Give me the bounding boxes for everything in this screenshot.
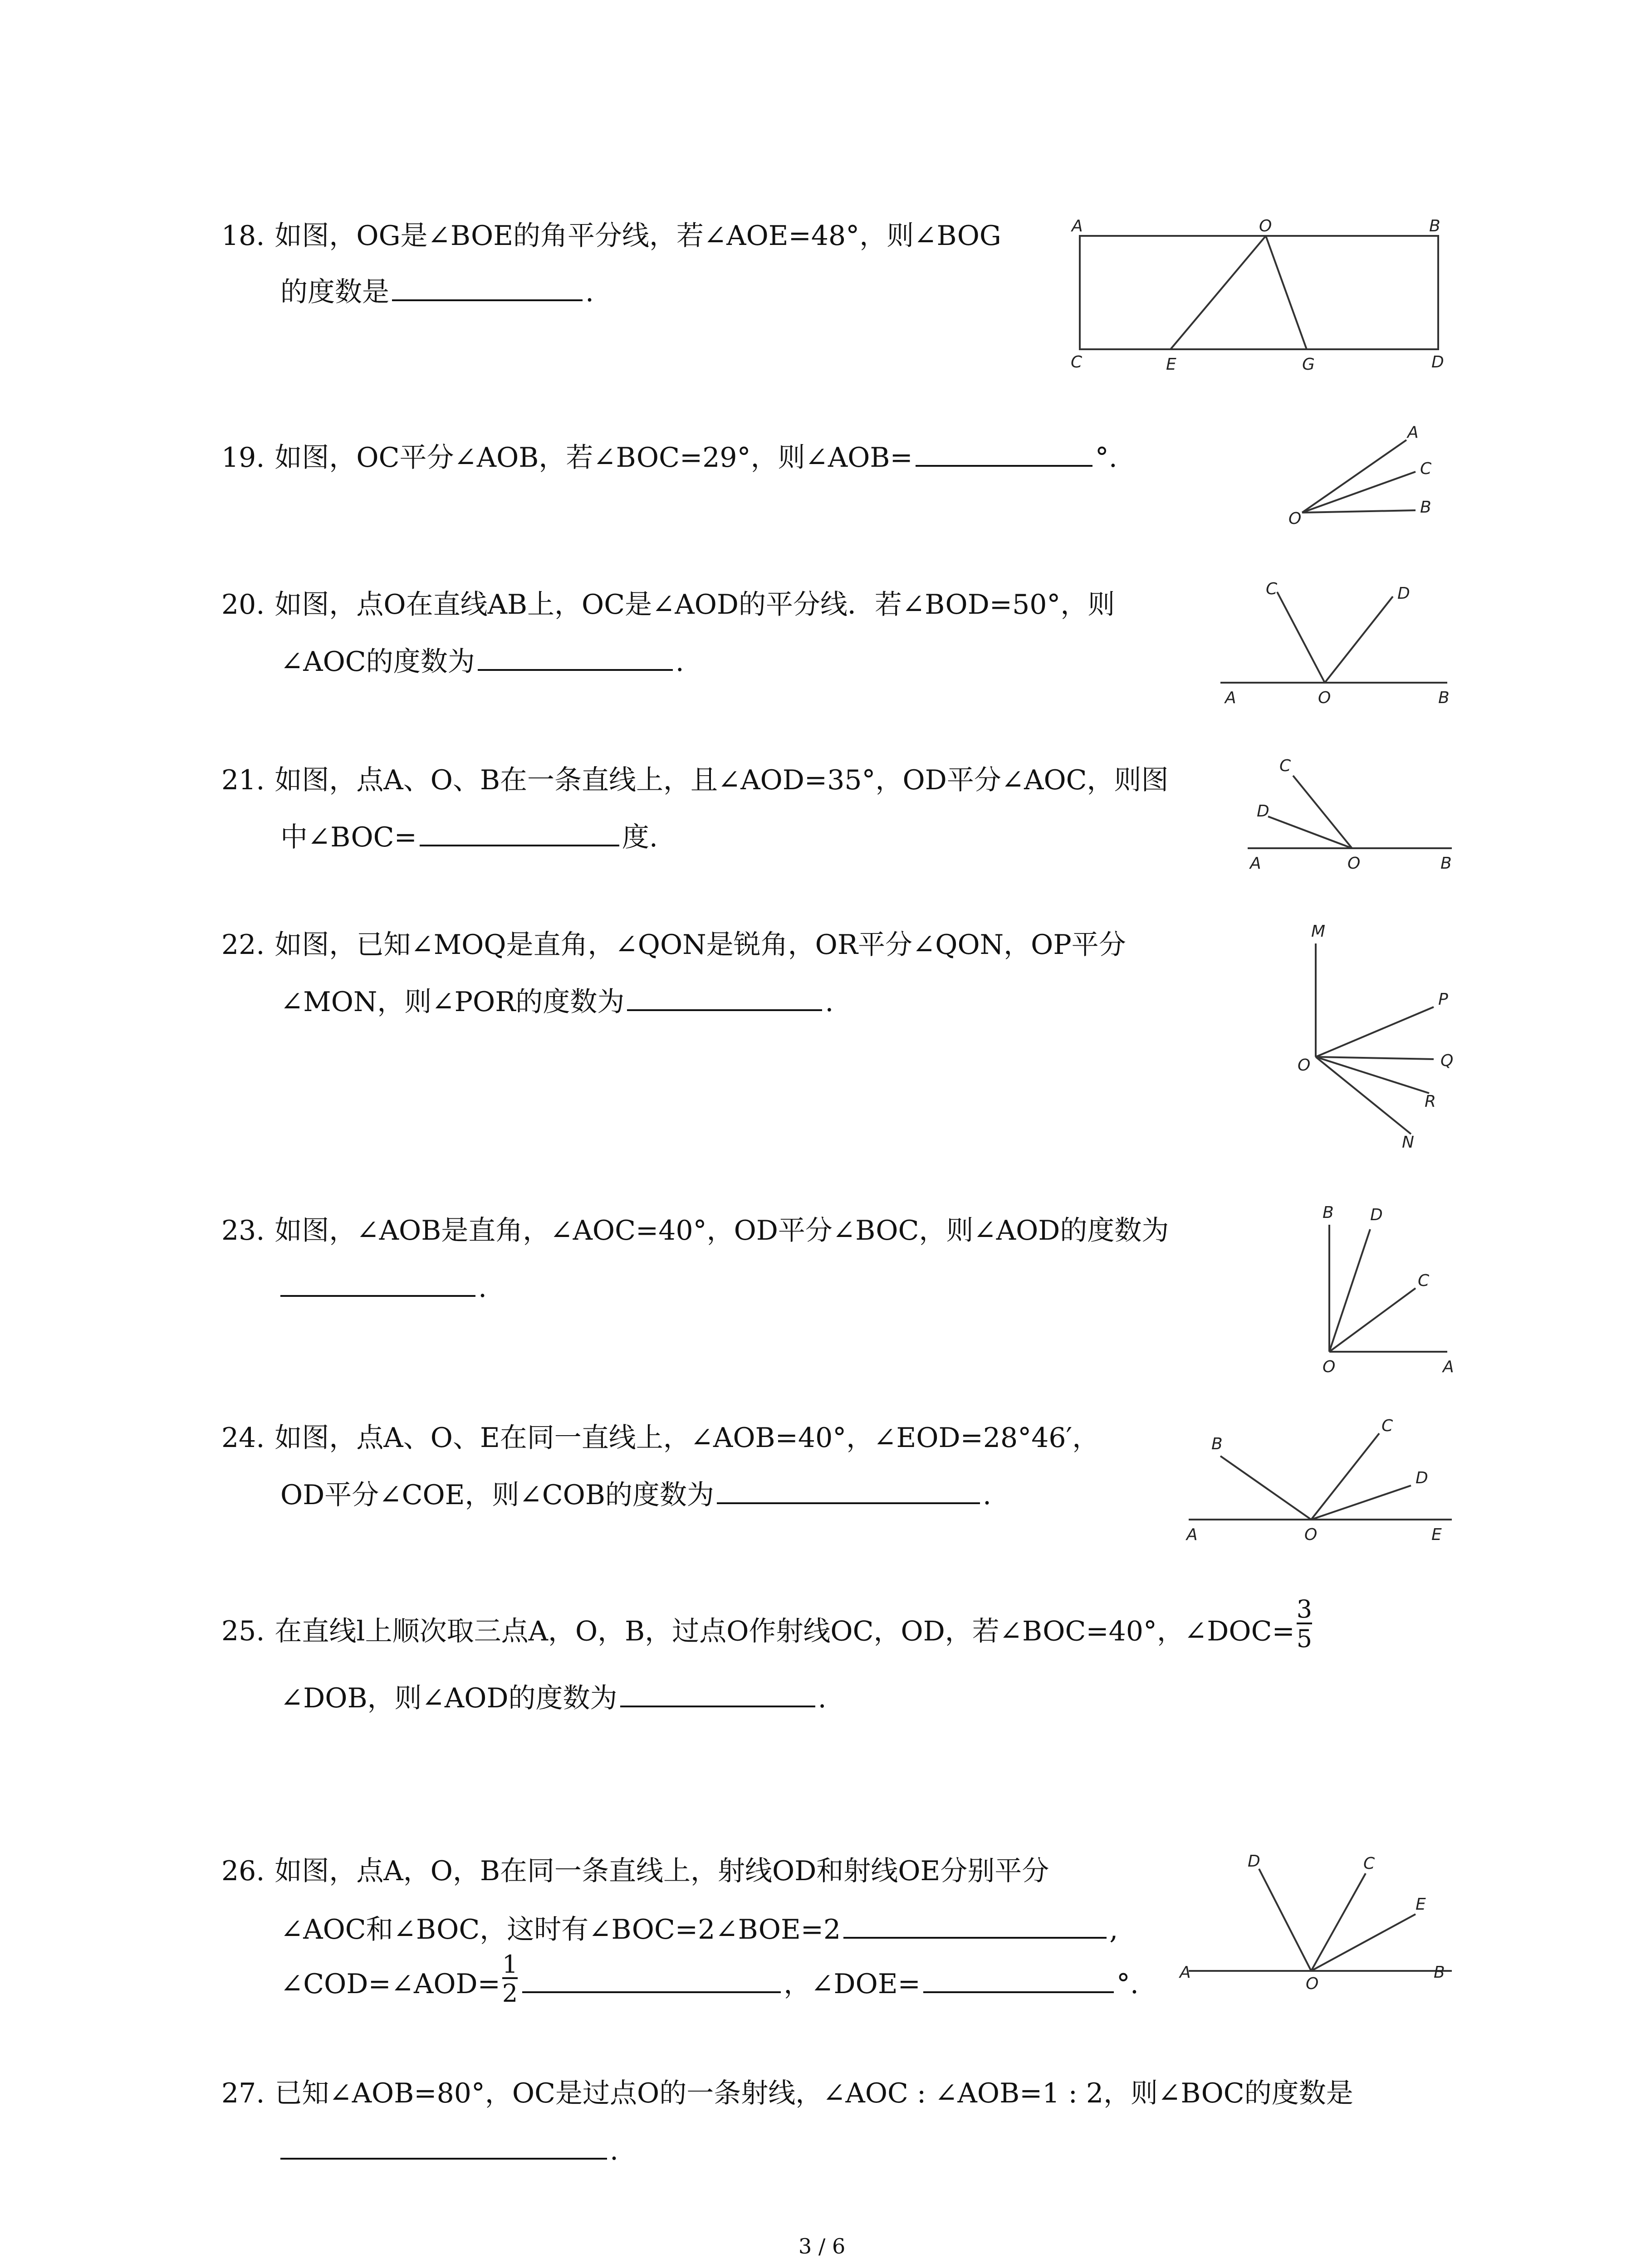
label: A <box>1225 689 1236 707</box>
label: B <box>1438 689 1450 707</box>
label: P <box>1438 990 1448 1009</box>
label: D <box>1257 802 1269 821</box>
question-number: 21. <box>221 764 265 796</box>
question-number: 18. <box>221 220 265 252</box>
label: D <box>1370 1206 1383 1224</box>
question-number: 23. <box>221 1215 265 1246</box>
label: C <box>1381 1417 1393 1435</box>
label: A <box>1250 854 1261 873</box>
label: A <box>1443 1358 1454 1376</box>
label: B <box>1429 217 1440 235</box>
question-number: 24. <box>221 1422 265 1454</box>
figure-21 <box>1234 748 1461 875</box>
figure-24 <box>1180 1411 1461 1551</box>
answer-blank[interactable] <box>627 982 822 1011</box>
answer-blank[interactable] <box>620 1678 815 1707</box>
question-number: 27. <box>221 2077 265 2109</box>
figure-19 <box>1288 422 1461 531</box>
label: C <box>1363 1854 1375 1873</box>
answer-blank[interactable] <box>916 438 1092 467</box>
label: C <box>1279 757 1291 775</box>
label: C <box>1071 353 1083 371</box>
label: B <box>1211 1435 1223 1453</box>
label: O <box>1323 1358 1336 1376</box>
answer-blank[interactable] <box>478 642 673 671</box>
label: A <box>1072 217 1083 235</box>
label: D <box>1397 584 1410 603</box>
answer-blank[interactable] <box>420 817 619 846</box>
figure-26 <box>1180 1842 1461 1996</box>
answer-blank[interactable] <box>923 1964 1114 1993</box>
question-number: 25. <box>221 1615 265 1647</box>
label: N <box>1402 1133 1414 1152</box>
question-number: 26. <box>221 1855 265 1887</box>
question-number: 20. <box>221 589 265 621</box>
label: A <box>1186 1525 1198 1544</box>
page-number: 3 / 6 <box>798 2234 846 2258</box>
fraction: $\frac{3}{5}$ <box>1296 1595 1313 1653</box>
label: O <box>1259 217 1272 235</box>
figure-22 <box>1288 912 1470 1166</box>
label: C <box>1266 580 1278 598</box>
answer-blank[interactable] <box>843 1910 1107 1939</box>
question-number: 19. <box>221 442 265 474</box>
label: O <box>1347 854 1361 873</box>
label: A <box>1407 423 1419 442</box>
figure-20 <box>1216 576 1461 712</box>
label: E <box>1166 355 1176 374</box>
label: O <box>1306 1975 1319 1993</box>
question-number: 22. <box>221 929 265 961</box>
answer-blank[interactable] <box>717 1475 980 1504</box>
label: O <box>1288 509 1302 528</box>
label: B <box>1434 1963 1445 1982</box>
label: O <box>1318 689 1331 707</box>
figure-18 <box>1071 218 1461 376</box>
question-text: 18. 如图，OG是∠BOE的角平分线，若∠AOE=48°，则∠BOG <box>221 220 1001 252</box>
label: B <box>1420 498 1431 517</box>
label: M <box>1311 922 1326 941</box>
answer-blank[interactable] <box>392 272 583 301</box>
label: B <box>1440 854 1452 873</box>
answer-blank[interactable] <box>522 1964 781 1993</box>
label: O <box>1298 1056 1311 1075</box>
label: C <box>1418 1271 1430 1290</box>
label: O <box>1304 1525 1318 1544</box>
label: C <box>1420 459 1432 478</box>
label: D <box>1416 1469 1428 1487</box>
fraction: $\frac{1}{2}$ <box>502 1950 518 2008</box>
label: G <box>1302 355 1315 374</box>
label: A <box>1180 1963 1191 1982</box>
label: E <box>1431 1525 1442 1544</box>
label: B <box>1323 1203 1334 1222</box>
answer-blank[interactable] <box>280 1268 475 1297</box>
label: D <box>1431 353 1444 371</box>
label: R <box>1425 1092 1436 1111</box>
label: E <box>1416 1895 1426 1914</box>
label: Q <box>1440 1051 1454 1070</box>
figure-23 <box>1307 1198 1470 1379</box>
answer-blank[interactable] <box>280 2131 607 2160</box>
label: D <box>1248 1852 1260 1871</box>
